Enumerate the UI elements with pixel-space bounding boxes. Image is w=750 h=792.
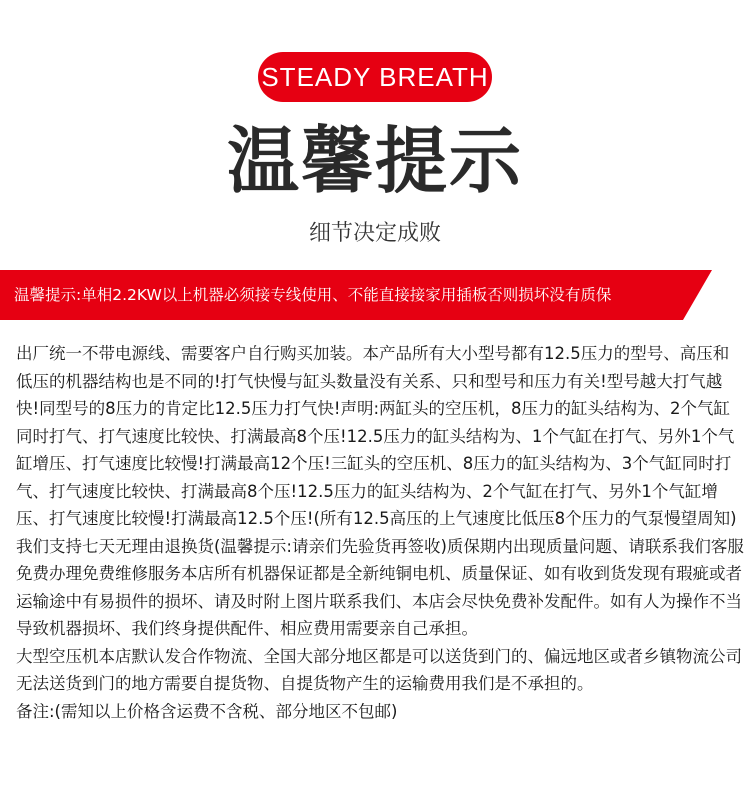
- notice-banner: [0, 270, 750, 320]
- brand-badge: [258, 52, 492, 102]
- brand-badge-label: STEADY BREATH: [261, 61, 489, 92]
- paragraph-specs: 出厂统一不带电源线、需要客户自行购买加装。本产品所有大小型号都有12.5压力的型号、高压和低压的机器结构也是不同的!打气快慢与缸头数量没有关系、只和型号和压力有关!型号越大打气越快!同型号的8压力的肯定比12.5压力打气快!声明:两缸头的空压机，8压力的缸头结构为、2个气缸同时打气、打气速度比较快、打满最高8个压!12.5压力的缸头结构为、1个气缸在打气、另外1个气缸增压、打气速度比较慢!打满最高12个压!三缸头的空压机、8压力的缸头结构为、3个气缸同时打气、打气速度比较快、打满最高8个压!12.5压力的缸头结构为、2个气缸在打气、另外1个气缸增压、打气速度比较慢!打满最高12.5个压!(所有12.5高压的上气速度比低压8个压力的气泵慢望周知): [16, 344, 737, 528]
- paragraph-remark: 备注:(需知以上价格含运费不含税、部分地区不包邮): [16, 701, 398, 721]
- paragraph-returns: 我们支持七天无理由退换货(温馨提示:请亲们先验货再签收)质保期内出现质量问题、请联系我们客服免费办理免费维修服务本店所有机器保证都是全新纯铜电机、质量保证、如有收到货发现有瑕疵或者运输途中有易损件的损坏、请及时附上图片联系我们、本店会尽快免费补发配件。如有人为操作不当导致机器损坏、我们终身提供配件、相应费用需要亲自己承担。: [16, 536, 744, 638]
- paragraph-shipping: 大型空压机本店默认发合作物流、全国大部分地区都是可以送货到门的、偏远地区或者乡镇物流公司无法送货到门的地方需要自提货物、自提货物产生的运输费用我们是不承担的。: [16, 646, 742, 693]
- page-subtitle: 细节决定成败: [308, 221, 441, 246]
- banner-text: 温馨提示:单相2.2KW以上机器必须接专线使用、不能直接接家用插板否则损坏没有质保: [14, 286, 612, 304]
- page-title: 温馨提示: [226, 119, 523, 203]
- notice-body: [16, 340, 744, 725]
